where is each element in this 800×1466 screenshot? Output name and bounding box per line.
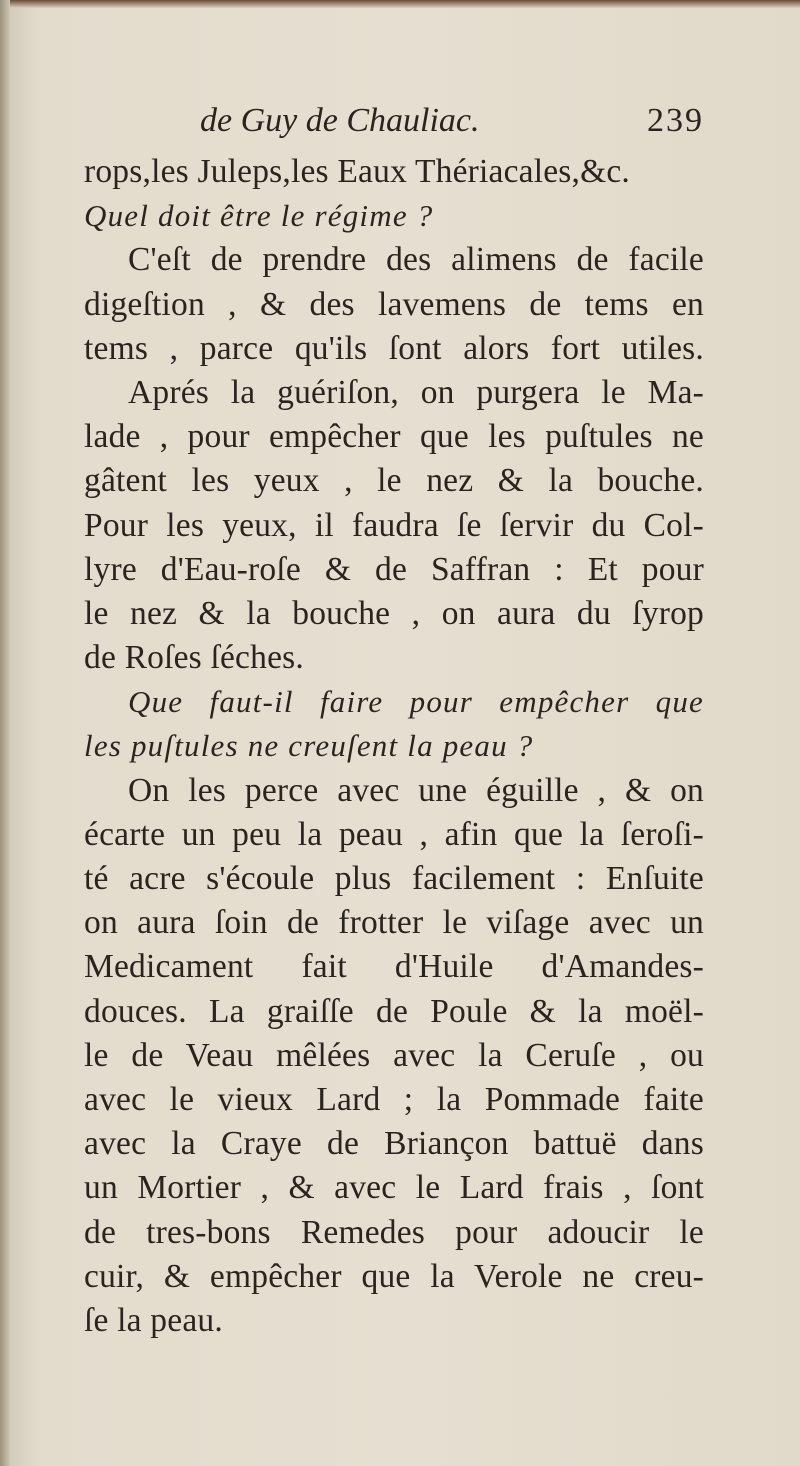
text-line: le de Veau mêlées avec la Ceruſe , ou: [84, 1036, 704, 1074]
text-line: ſe la peau.: [84, 1301, 223, 1339]
text-line: té acre s'écoule plus facilement : Enſuite: [84, 860, 704, 897]
text-line: de Roſes ſéches.: [84, 639, 304, 677]
text-line: écarte un peu la peau , afin que la ſeroſi-: [84, 815, 704, 853]
page-gutter-edge: [0, 0, 10, 1466]
text-line: avec la Craye de Briançon battuë dans: [84, 1125, 704, 1163]
text-line: Pour les yeux, il faudra ſe ſervir du Col-: [84, 506, 704, 544]
text-line: de tres-bons Remedes pour adoucir le: [84, 1213, 704, 1251]
body-text: [84, 150, 704, 1343]
text-line: lyre d'Eau-roſe & de Saffran : Et pour: [84, 550, 704, 588]
text-line: C'eſt de prendre des alimens de facile: [128, 241, 704, 279]
text-block: [84, 98, 704, 1343]
text-line: un Mortier , & avec le Lard frais , ſont: [84, 1169, 704, 1207]
page-number: 239: [647, 102, 704, 139]
text-line: Medicament fait d'Huile d'Amandes-: [84, 948, 704, 986]
question-line: Que faut-il faire pour empêcher que: [128, 684, 704, 720]
text-line: le nez & la bouche , on aura du ſyrop: [84, 594, 704, 632]
text-line: digeſtion , & des lavemens de tems en: [84, 285, 704, 323]
question-line: les puſtules ne creuſent la peau ?: [84, 728, 534, 764]
text-line: lade , pour empêcher que les puſtules ne: [84, 418, 704, 456]
text-line: douces. La graiſſe de Poule & la moël-: [84, 992, 704, 1030]
text-line: tems , parce qu'ils ſont alors fort utiles.: [84, 329, 704, 367]
text-line: cuir, & empêcher que la Verole ne creu-: [84, 1257, 704, 1295]
running-head-title: de Guy de Chauliac.: [200, 102, 480, 139]
text-line: rops,les Juleps,les Eaux Thériacales,&c.: [84, 153, 631, 190]
text-line: gâtent les yeux , le nez & la bouche.: [84, 462, 704, 500]
text-line: avec le vieux Lard ; la Pommade faite: [84, 1080, 704, 1118]
text-line: On les perce avec une éguille , & on: [128, 771, 704, 809]
running-head: [84, 98, 704, 150]
page-top-edge: [0, 0, 800, 8]
text-line: Aprés la guériſon, on purgera le Ma-: [128, 373, 704, 411]
text-line: on aura ſoin de frotter le viſage avec un: [84, 904, 704, 942]
question-line: Quel doit être le régime ?: [84, 198, 434, 234]
